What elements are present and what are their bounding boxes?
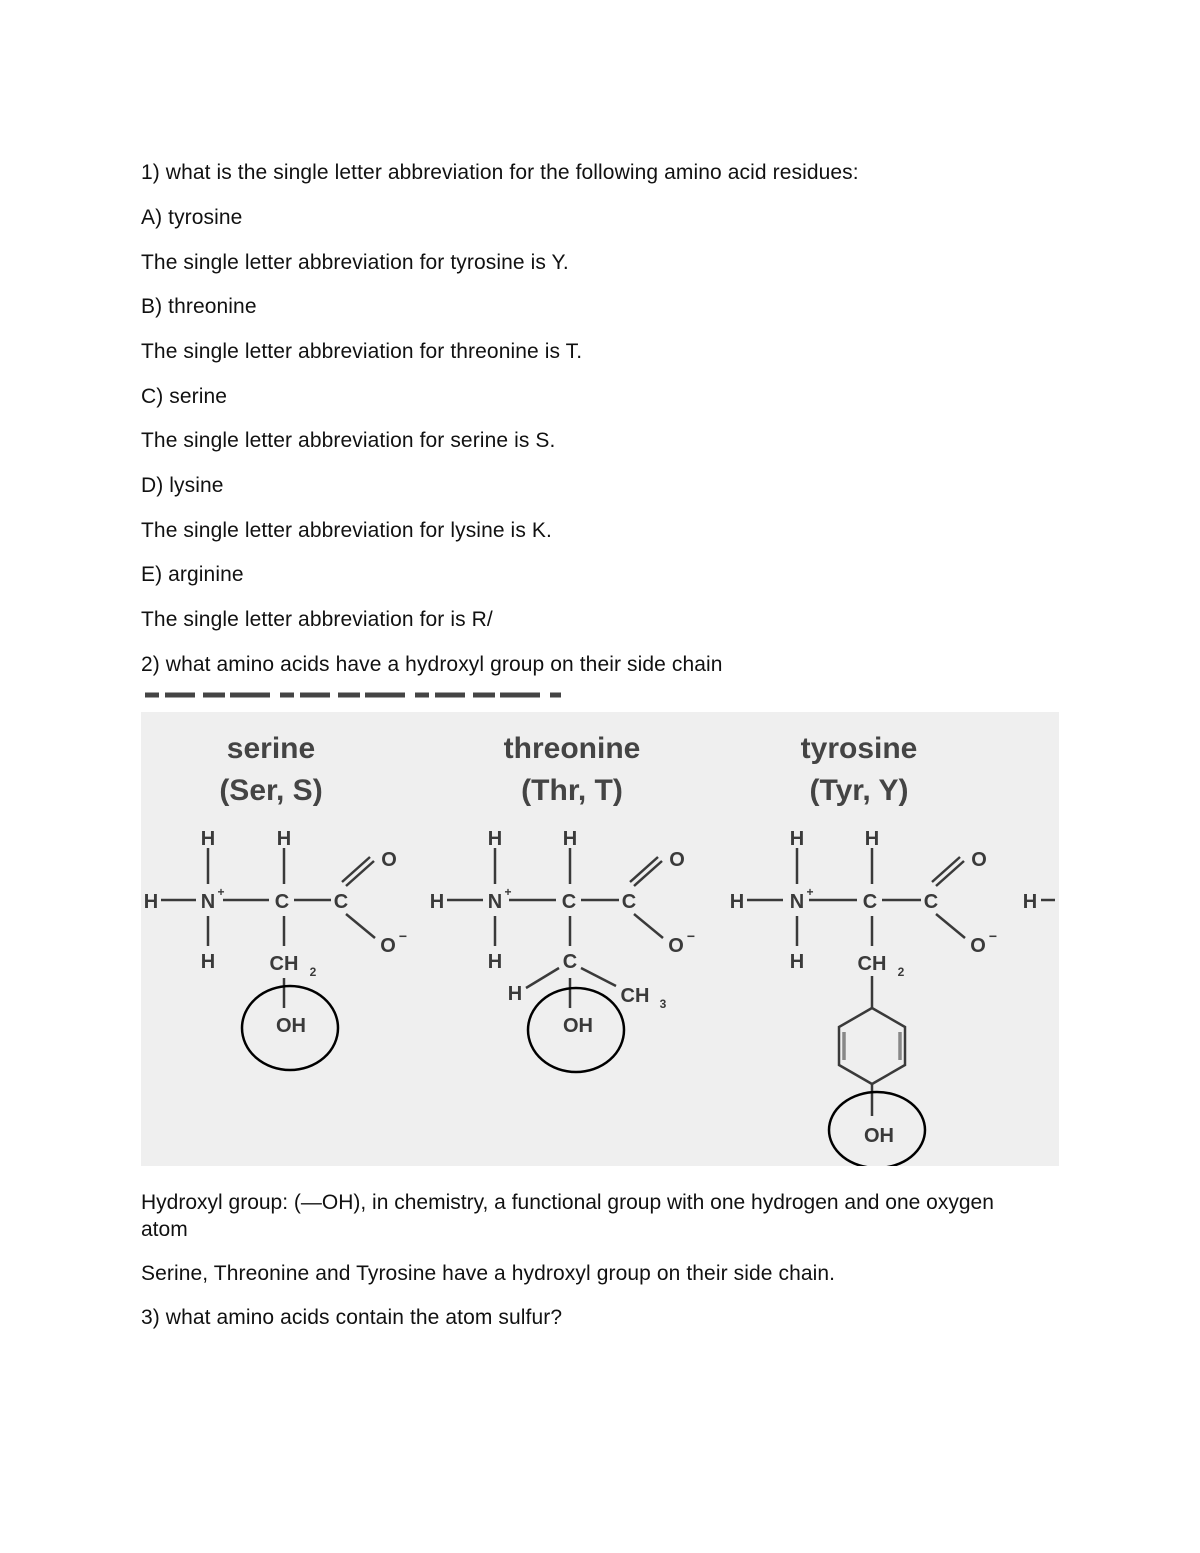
- svg-text:C: C: [923, 891, 939, 913]
- item-d-label: D) lysine: [141, 474, 224, 497]
- tyrosine-title: tyrosine: [800, 732, 918, 765]
- svg-text:H: H: [276, 828, 292, 850]
- svg-text:H: H: [789, 951, 805, 973]
- svg-text:C: C: [333, 891, 349, 913]
- question-3: 3) what amino acids contain the atom sulfur?: [141, 1306, 563, 1329]
- svg-text:H: H: [143, 891, 159, 913]
- svg-text:H: H: [562, 828, 578, 850]
- structures-svg: [141, 688, 1059, 1166]
- svg-text:+: +: [504, 885, 512, 899]
- tyrosine-abbr: (Tyr, Y): [809, 774, 909, 807]
- svg-text:O: O: [669, 849, 685, 871]
- threonine-hydroxyl: OH: [563, 1015, 593, 1037]
- svg-text:C: C: [561, 891, 577, 913]
- svg-text:CH: CH: [857, 953, 887, 975]
- svg-text:2: 2: [897, 965, 905, 979]
- hydroxyl-definition: Hydroxyl group: (—OH), in chemistry, a functional group with one hydrogen and one oxygen atom: [141, 1191, 994, 1241]
- svg-text:−: −: [988, 928, 998, 944]
- question-2-answer: Serine, Threonine and Tyrosine have a hydroxyl group on their side chain.: [141, 1262, 836, 1285]
- svg-text:O: O: [970, 935, 986, 957]
- serine-title: serine: [226, 732, 316, 765]
- item-a-answer: The single letter abbreviation for tyrosine is Y.: [141, 251, 569, 274]
- svg-text:3: 3: [659, 997, 667, 1011]
- svg-text:2: 2: [309, 965, 317, 979]
- svg-text:O: O: [971, 849, 987, 871]
- serine-abbr: (Ser, S): [219, 774, 323, 807]
- svg-text:−: −: [398, 928, 408, 944]
- item-c-label: C) serine: [141, 385, 228, 408]
- svg-text:O: O: [380, 935, 396, 957]
- item-e-answer: The single letter abbreviation for is R/: [141, 608, 493, 631]
- svg-text:H: H: [200, 951, 216, 973]
- svg-text:C: C: [562, 951, 578, 973]
- item-c-answer: The single letter abbreviation for serine is S.: [141, 429, 556, 452]
- svg-text:C: C: [274, 891, 290, 913]
- svg-text:C: C: [621, 891, 637, 913]
- svg-text:+: +: [806, 885, 814, 899]
- item-b-answer: The single letter abbreviation for threonine is T.: [141, 340, 583, 363]
- svg-text:+: +: [217, 885, 225, 899]
- svg-text:N: N: [487, 891, 503, 913]
- svg-text:H: H: [1022, 891, 1038, 913]
- svg-text:O: O: [668, 935, 684, 957]
- svg-text:H: H: [429, 891, 445, 913]
- svg-text:−: −: [686, 928, 696, 944]
- svg-text:CH: CH: [269, 953, 299, 975]
- threonine-title: threonine: [503, 732, 641, 765]
- amino-acid-structures-figure: [141, 688, 1059, 1166]
- item-b-label: B) threonine: [141, 295, 257, 318]
- svg-text:H: H: [789, 828, 805, 850]
- svg-text:N: N: [789, 891, 805, 913]
- svg-text:O: O: [381, 849, 397, 871]
- svg-text:C: C: [862, 891, 878, 913]
- svg-text:H: H: [507, 983, 523, 1005]
- question-2: 2) what amino acids have a hydroxyl group on their side chain: [141, 653, 723, 676]
- tyrosine-hydroxyl: OH: [864, 1125, 894, 1147]
- svg-text:H: H: [487, 828, 503, 850]
- item-d-answer: The single letter abbreviation for lysine is K.: [141, 519, 552, 542]
- item-a-label: A) tyrosine: [141, 206, 243, 229]
- threonine-abbr: (Thr, T): [521, 774, 623, 807]
- question-1: 1) what is the single letter abbreviation for the following amino acid residues:: [141, 161, 859, 184]
- svg-text:N: N: [200, 891, 216, 913]
- serine-hydroxyl: OH: [276, 1015, 306, 1037]
- svg-text:CH: CH: [620, 985, 650, 1007]
- svg-text:H: H: [864, 828, 880, 850]
- item-e-label: E) arginine: [141, 563, 244, 586]
- svg-text:H: H: [487, 951, 503, 973]
- svg-text:H: H: [200, 828, 216, 850]
- svg-text:H: H: [729, 891, 745, 913]
